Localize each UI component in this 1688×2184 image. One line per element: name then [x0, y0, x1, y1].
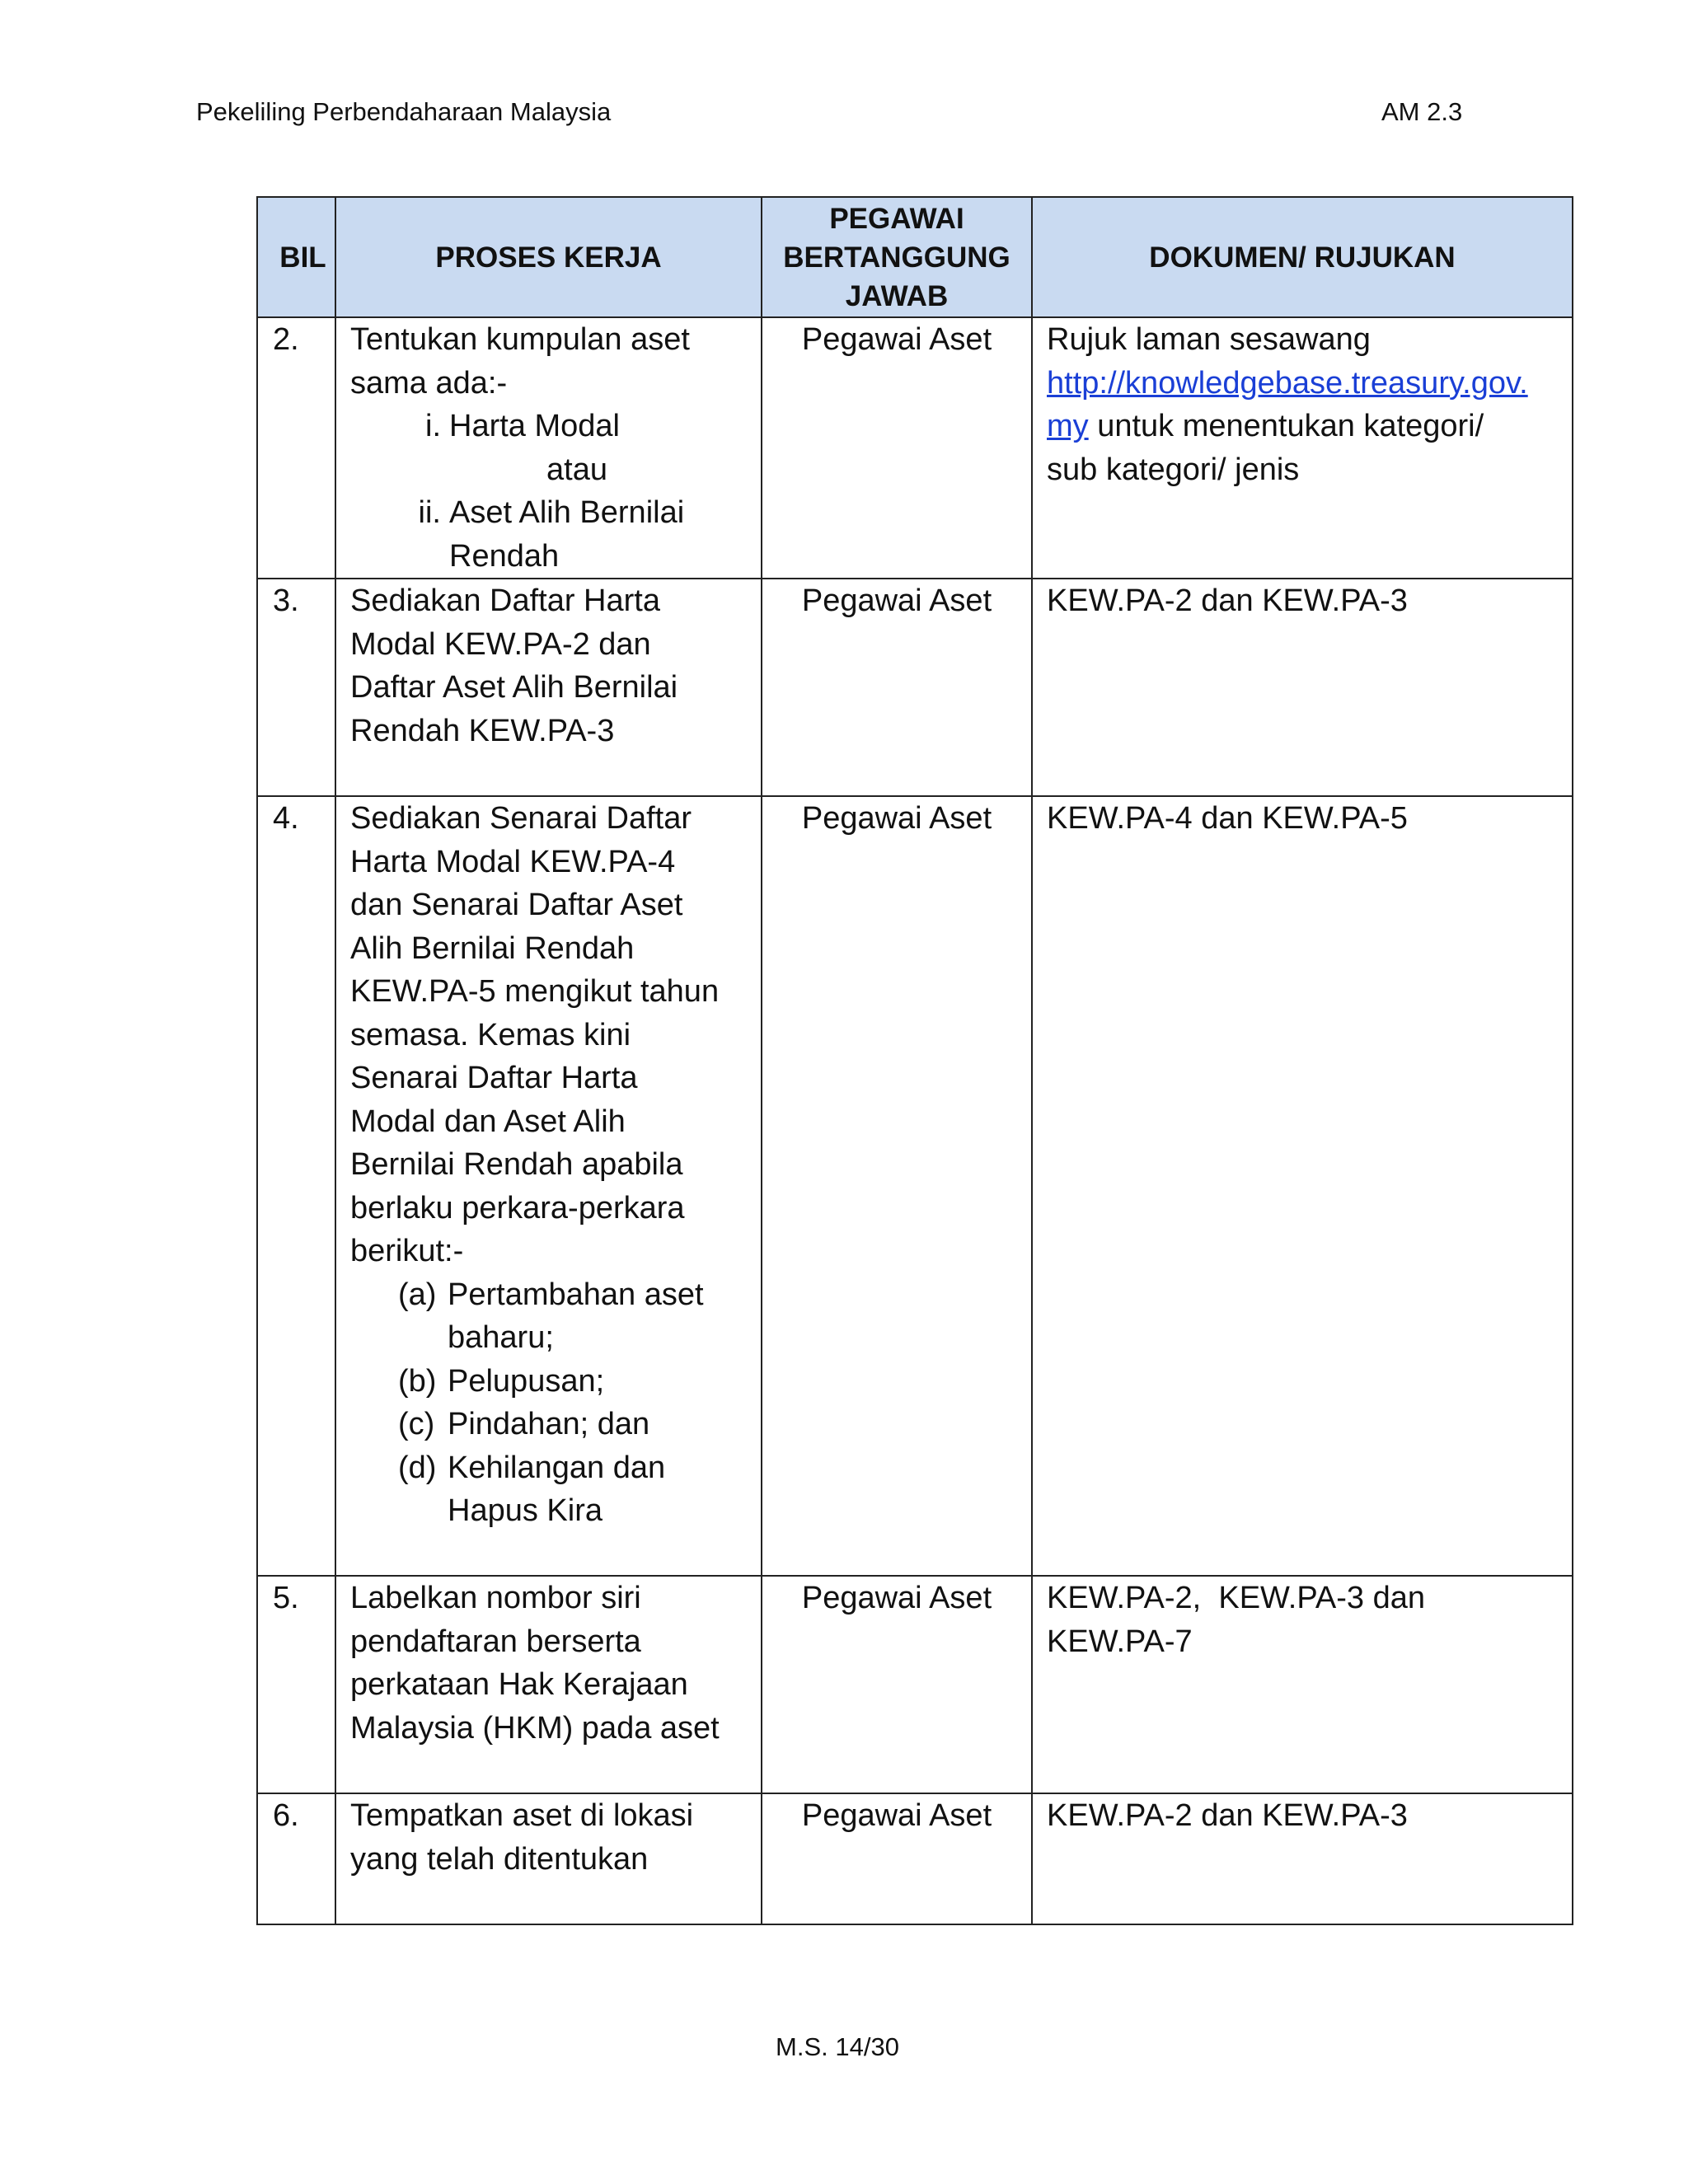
sub-item-marker: (d) [398, 1450, 437, 1485]
cell-proses [335, 579, 762, 796]
proses-line: Tentukan kumpulan aset [350, 322, 690, 357]
cell-dokumen [1032, 317, 1573, 579]
proses-line: dan Senarai Daftar Aset [350, 888, 683, 922]
dokumen-line: sub kategori/ jenis [1047, 452, 1300, 487]
proses-line: Alih Bernilai Rendah [350, 930, 635, 966]
sub-item [398, 1403, 754, 1446]
sub-item-text [449, 491, 754, 578]
cell-bil: 4. [257, 796, 335, 1576]
table-row [257, 1793, 1573, 1924]
document-header-title: Pekeliling Perbendaharaan Malaysia [196, 97, 612, 126]
cell-proses [335, 1576, 762, 1793]
proses-line: pendaftaran berserta [350, 1624, 641, 1659]
proses-line: KEW.PA-5 mengikut tahun [350, 974, 720, 1009]
sub-item-marker: i. [425, 409, 441, 443]
sub-item-text: Pelupusan; [448, 1363, 605, 1399]
sub-item-marker: ii. [418, 495, 441, 530]
dokumen-line [1047, 405, 1567, 448]
cell-dokumen [1032, 1793, 1573, 1924]
cell-bil: 6. [257, 1793, 335, 1924]
cell-pegawai: Pegawai Aset [762, 1576, 1032, 1793]
dokumen-text: untuk menentukan kategori/ [1088, 409, 1484, 443]
proses-line: Bernilai Rendah apabila [350, 1147, 683, 1182]
sub-item [398, 1446, 754, 1533]
cell-bil: 3. [257, 579, 335, 796]
sub-item-text [448, 1273, 754, 1360]
proses-line: Labelkan nombor siri [350, 1581, 641, 1615]
sub-item-marker: (b) [398, 1363, 437, 1399]
sub-list [398, 1273, 754, 1533]
sub-list [398, 405, 754, 578]
cell-pegawai: Pegawai Aset [762, 796, 1032, 1576]
dokumen-line: KEW.PA-2, KEW.PA-3 dan [1047, 1581, 1425, 1615]
header-proses-kerja: PROSES KERJA [335, 197, 762, 317]
proses-line: yang telah ditentukan [350, 1841, 649, 1877]
dokumen-line: KEW.PA-7 [1047, 1624, 1193, 1659]
sub-item-text: Harta Modal [449, 409, 620, 443]
table-row [257, 579, 1573, 796]
dokumen-line: Rujuk laman sesawang [1047, 322, 1371, 357]
cell-pegawai: Pegawai Aset [762, 317, 1032, 579]
dokumen-line: KEW.PA-2 dan KEW.PA-3 [1047, 1798, 1408, 1833]
page-number: M.S. 14/30 [776, 2032, 899, 2061]
cell-dokumen [1032, 1576, 1573, 1793]
proses-line: berlaku perkara-perkara [350, 1190, 685, 1226]
header-bil: BIL [257, 197, 335, 317]
cell-dokumen [1032, 579, 1573, 796]
cell-dokumen [1032, 796, 1573, 1576]
dokumen-line [1047, 362, 1567, 405]
process-table [256, 196, 1573, 1925]
knowledgebase-link[interactable]: http://knowledgebase.treasury.gov. [1047, 365, 1528, 401]
cell-proses [335, 317, 762, 579]
table-row [257, 796, 1573, 1576]
table-row [257, 317, 1573, 579]
sub-item [398, 405, 754, 448]
proses-line: Harta Modal KEW.PA-4 [350, 844, 676, 879]
cell-bil: 5. [257, 1576, 335, 1793]
proses-line: Tempatkan aset di lokasi [350, 1798, 694, 1833]
proses-line: sama ada:- [350, 365, 508, 401]
proses-line: Daftar Aset Alih Bernilai [350, 670, 678, 705]
sub-item [398, 491, 754, 578]
sub-item-text-line: Kehilangan dan [448, 1450, 666, 1485]
proses-line: Senarai Daftar Harta [350, 1061, 638, 1095]
sub-item-text-line: Pertambahan aset [448, 1277, 704, 1312]
proses-line: perkataan Hak Kerajaan [350, 1667, 688, 1702]
document-header-code: AM 2.3 [1381, 97, 1463, 126]
sub-item-text-line: Hapus Kira [448, 1493, 603, 1528]
cell-pegawai: Pegawai Aset [762, 1793, 1032, 1924]
sub-item-text [448, 1446, 754, 1533]
cell-bil: 2. [257, 317, 335, 579]
header-dokumen: DOKUMEN/ RUJUKAN [1032, 197, 1573, 317]
sub-item-text-line: Rendah [449, 538, 560, 574]
cell-proses [335, 1793, 762, 1924]
sub-item-text-line: Aset Alih Bernilai [449, 495, 685, 530]
sub-item-marker: (a) [398, 1277, 437, 1312]
header-pegawai-line: BERTANGGUNG [783, 241, 1010, 274]
dokumen-line: KEW.PA-2 dan KEW.PA-3 [1047, 583, 1408, 618]
header-pegawai-line: JAWAB [845, 279, 949, 312]
proses-line: Malaysia (HKM) pada aset [350, 1710, 720, 1746]
table-header-row [257, 197, 1573, 317]
header-pegawai-line: PEGAWAI [829, 202, 964, 235]
proses-line: Sediakan Senarai Daftar [350, 801, 692, 836]
knowledgebase-link-tail[interactable]: my [1047, 409, 1089, 443]
proses-line: Modal KEW.PA-2 dan [350, 626, 651, 662]
proses-line: Sediakan Daftar Harta [350, 583, 660, 618]
proses-line: Modal dan Aset Alih [350, 1104, 626, 1139]
proses-line: berikut:- [350, 1234, 464, 1268]
header-pegawai [762, 197, 1032, 317]
table-row [257, 1576, 1573, 1793]
dokumen-line: KEW.PA-4 dan KEW.PA-5 [1047, 801, 1408, 836]
sub-item-text-line: baharu; [448, 1320, 554, 1355]
proses-line: Rendah KEW.PA-3 [350, 713, 615, 748]
sub-item-text: Pindahan; dan [448, 1407, 650, 1441]
proses-line: semasa. Kemas kini [350, 1017, 631, 1052]
sub-item [398, 1360, 754, 1404]
cell-proses [335, 796, 762, 1576]
sub-item [398, 1273, 754, 1360]
cell-pegawai: Pegawai Aset [762, 579, 1032, 796]
sub-list-connector: atau [546, 452, 607, 487]
sub-item-marker: (c) [398, 1407, 435, 1441]
